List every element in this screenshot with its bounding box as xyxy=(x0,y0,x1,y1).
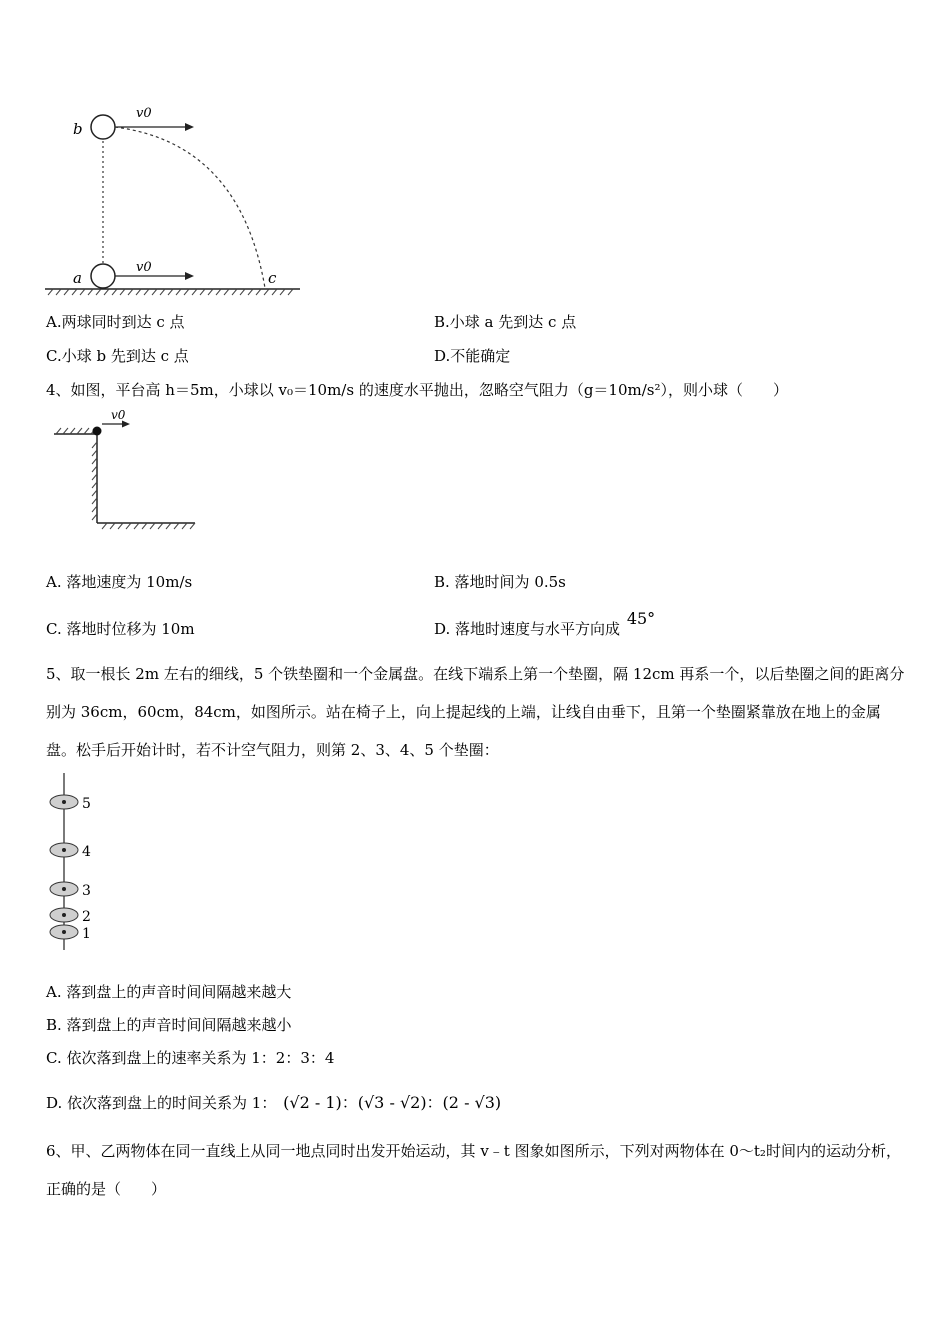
figure-platform xyxy=(50,402,210,537)
q4-option-b: B. 落地时间为 0.5s xyxy=(434,573,566,591)
q5-option-d xyxy=(46,1090,501,1113)
q3-option-a: A.两球同时到达 c 点 xyxy=(46,313,185,331)
label-a: a xyxy=(73,269,82,287)
washer-2 xyxy=(50,908,78,922)
q3-option-d: D.不能确定 xyxy=(434,347,511,365)
figure-washers xyxy=(40,770,120,955)
q5-stem: 5、取一根长 2m 左右的细线，5 个铁垫圈和一个金属盘。在线下端系上第一个垫圈，隔 12cm 再系一个，以后垫圈之间的距离分别为 36cm，60cm，84cm，如图所示。站在椅子上，向上提起线的上端，让线自由垂下，且第一个垫圈紧靠放在地上的金属盘。松手后开始计时，若不计空气阻力，则第 2、3、4、5 个垫圈： xyxy=(46,665,905,759)
washer-3 xyxy=(50,882,78,896)
figure-two-balls xyxy=(40,95,310,305)
ball xyxy=(93,427,102,436)
ground-hatch xyxy=(48,289,293,295)
ball-a xyxy=(91,264,115,288)
washer-4 xyxy=(50,843,78,857)
q3-option-c: C.小球 b 先到达 c 点 xyxy=(46,347,189,365)
q5-option-d-math: (√2 - 1)：(√3 - √2)：(2 - √3) xyxy=(283,1093,502,1112)
q6-stem: 6、甲、乙两物体在同一直线上从同一地点同时出发开始运动，其 v﹣t 图象如图所示，下列对两物体在 0～t₂时间内的运动分析，正确的是（ ） xyxy=(46,1142,901,1198)
washer-1 xyxy=(50,925,78,939)
q4-stem: 4、如图，平台高 h＝5m，小球以 v₀＝10m/s 的速度水平抛出，忽略空气阻力（g＝10m/s²），则小球（ ） xyxy=(46,381,789,399)
washer-5 xyxy=(50,795,78,809)
q4-option-d-angle: 45° xyxy=(626,609,656,628)
q5-option-c: C. 依次落到盘上的速率关系为 1：2：3：4 xyxy=(46,1049,335,1067)
arrow-head-bottom xyxy=(185,272,194,280)
washer-label-2: 2 xyxy=(82,909,91,925)
q4-option-d-text: D. 落地时速度与水平方向成 xyxy=(434,620,621,638)
label-v0: v0 xyxy=(111,408,126,422)
q5-option-b: B. 落到盘上的声音时间间隔越来越小 xyxy=(46,1016,292,1034)
q5-option-d-prefix: D. 依次落到盘上的时间关系为 1： xyxy=(46,1094,277,1112)
q5-option-a: A. 落到盘上的声音时间间隔越来越大 xyxy=(46,983,292,1001)
label-c: c xyxy=(268,269,277,287)
q4-option-c: C. 落地时位移为 10m xyxy=(46,620,195,638)
q4-option-a: A. 落地速度为 10m/s xyxy=(46,573,193,591)
washer-label-5: 5 xyxy=(82,796,91,812)
arrow-head-top xyxy=(185,123,194,131)
washer-label-1: 1 xyxy=(82,926,91,942)
washer-label-3: 3 xyxy=(82,883,91,899)
washer-label-4: 4 xyxy=(82,844,91,860)
label-v0-bottom: v0 xyxy=(136,260,152,275)
q4-option-d xyxy=(434,609,656,639)
ball-b xyxy=(91,115,115,139)
label-v0-top: v0 xyxy=(136,106,152,121)
label-b: b xyxy=(73,120,83,138)
q3-option-b: B.小球 a 先到达 c 点 xyxy=(434,313,577,331)
